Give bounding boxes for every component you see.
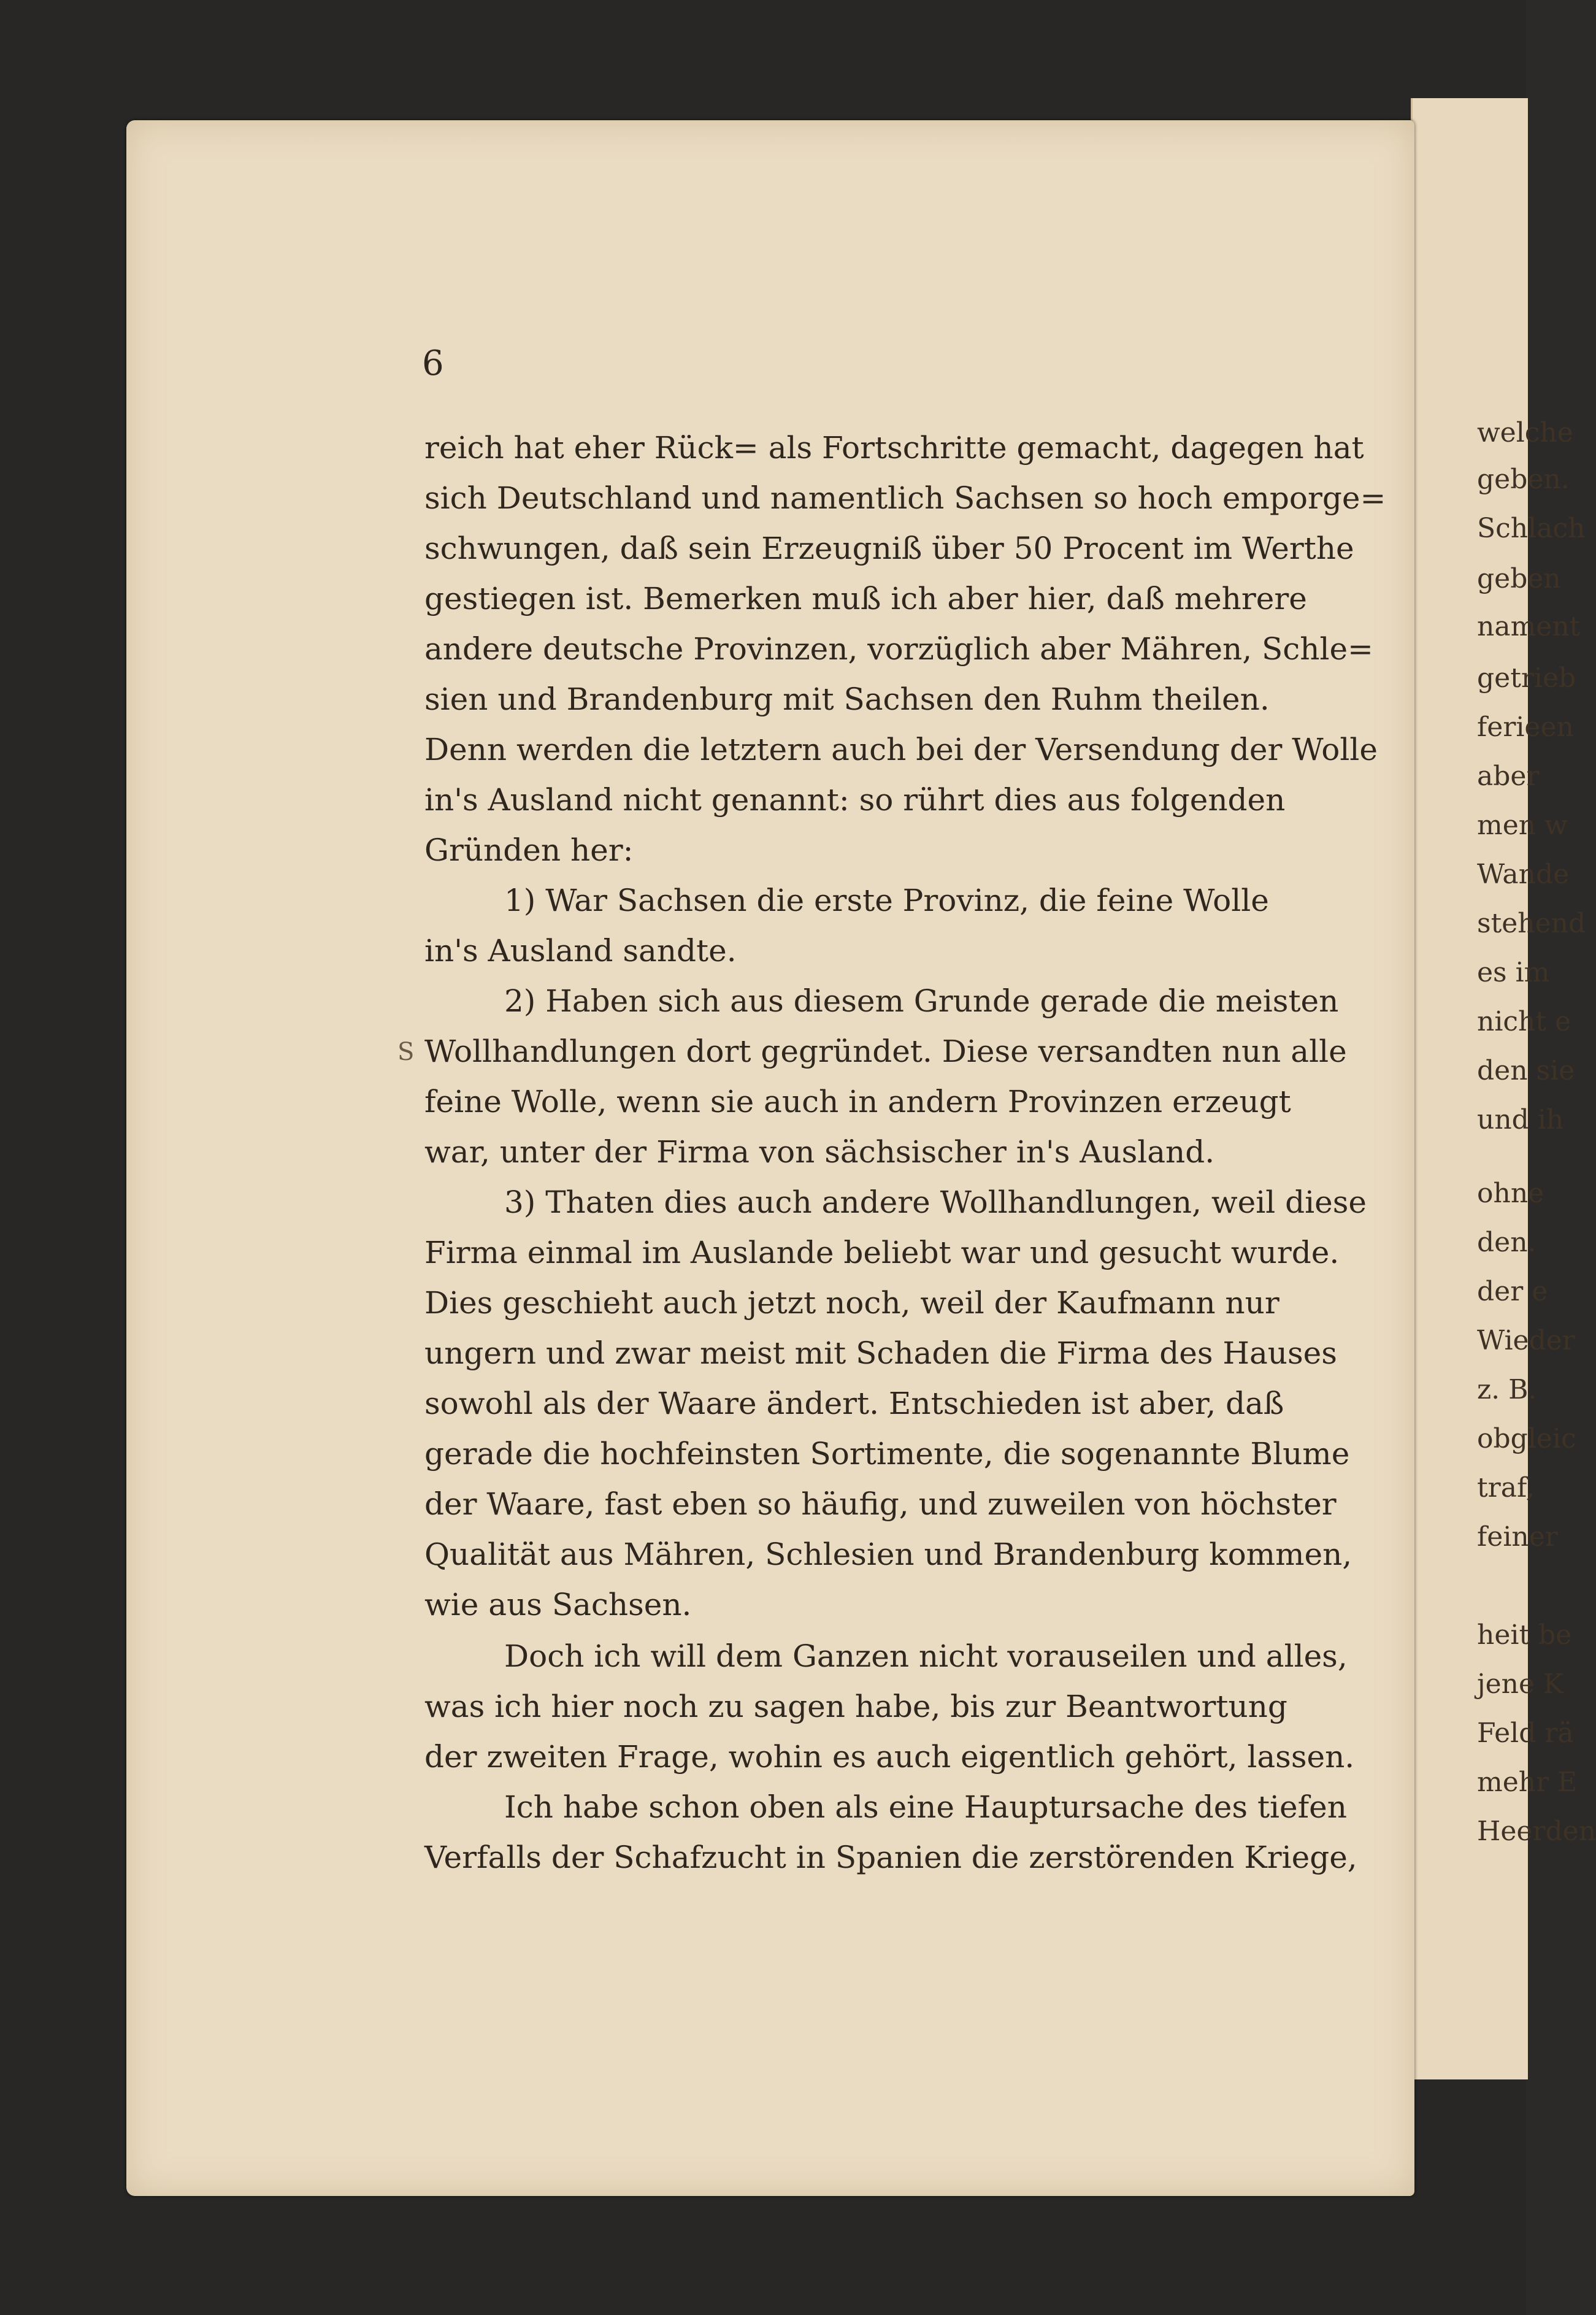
adjacent-page-fragment: welche [1477, 417, 1573, 448]
adjacent-page-fragment: den sie [1477, 1055, 1575, 1086]
text-line: Verfalls der Schafzucht in Spanien die zerstörenden Kriege, [424, 1840, 1357, 1875]
adjacent-page-fragment: den. [1477, 1227, 1537, 1258]
adjacent-page-fragment: aber [1477, 761, 1540, 792]
text-line: was ich hier noch zu sagen habe, bis zur Beantwortung [424, 1689, 1287, 1724]
margin-mark: S [397, 1038, 415, 1066]
text-line: Qualität aus Mähren, Schlesien und Brandenburg kommen, [424, 1537, 1352, 1572]
text-line: sich Deutschland und namentlich Sachsen so hoch emporge= [424, 480, 1386, 516]
text-line: schwungen, daß sein Erzeugniß über 50 Procent im Werthe [424, 531, 1354, 566]
text-line: Denn werden die letztern auch bei der Versendung der Wolle [424, 732, 1378, 767]
page-number: 6 [422, 344, 444, 383]
text-line: Dies geschieht auch jetzt noch, weil der Kaufmann nur [424, 1285, 1279, 1321]
text-line: sien und Brandenburg mit Sachsen den Ruhm theilen. [424, 681, 1270, 717]
adjacent-page-fragment: getrieb [1477, 662, 1576, 694]
adjacent-page-fragment: es im [1477, 957, 1550, 988]
text-line: gerade die hochfeinsten Sortimente, die sogenannte Blume [424, 1436, 1350, 1472]
adjacent-page-fragment: Feld rä [1477, 1718, 1574, 1749]
adjacent-page-fragment: heit be [1477, 1619, 1572, 1651]
adjacent-page-fragment: obgleic [1477, 1423, 1576, 1454]
text-line: 2) Haben sich aus diesem Grunde gerade die meisten [504, 983, 1339, 1019]
adjacent-page-fragment: stehend [1477, 908, 1586, 939]
text-line: Doch ich will dem Ganzen nicht vorauseilen und alles, [504, 1638, 1348, 1674]
text-line: reich hat eher Rück= als Fortschritte gemacht, dagegen hat [424, 430, 1364, 466]
text-line: wie aus Sachsen. [424, 1587, 692, 1622]
text-line: 3) Thaten dies auch andere Wollhandlungen, weil diese [504, 1184, 1367, 1220]
adjacent-page-fragment: traf, [1477, 1472, 1535, 1503]
adjacent-page-fragment: der e [1477, 1276, 1548, 1307]
adjacent-page-fragment: men w [1477, 810, 1568, 841]
text-line: gestiegen ist. Bemerken muß ich aber hier, daß mehrere [424, 581, 1307, 616]
adjacent-page-fragment: nament [1477, 611, 1581, 642]
adjacent-page-fragment: nicht e [1477, 1006, 1571, 1037]
text-line: ungern und zwar meist mit Schaden die Firma des Hauses [424, 1335, 1337, 1371]
text-line: der zweiten Frage, wohin es auch eigentlich gehört, lassen. [424, 1739, 1355, 1775]
adjacent-page-fragment: z. B. [1477, 1374, 1537, 1405]
adjacent-page-fragment: mehr E [1477, 1767, 1578, 1798]
text-line: sowohl als der Waare ändert. Entschieden ist aber, daß [424, 1386, 1284, 1421]
text-line: in's Ausland sandte. [424, 933, 737, 969]
text-line: Firma einmal im Auslande beliebt war und gesucht wurde. [424, 1235, 1340, 1270]
adjacent-page-fragment: Heerden [1477, 1816, 1596, 1847]
adjacent-page-fragment: ohne [1477, 1178, 1544, 1209]
adjacent-page-fragment: feiner [1477, 1521, 1558, 1553]
text-line: der Waare, fast eben so häufig, und zuweilen von höchster [424, 1486, 1337, 1522]
text-line: Gründen her: [424, 832, 634, 868]
adjacent-page-fragment: geben [1477, 563, 1561, 594]
adjacent-page-fragment: Wieder [1477, 1325, 1575, 1356]
text-line: Wollhandlungen dort gegründet. Diese versandten nun alle [424, 1034, 1347, 1069]
adjacent-page-fragment: Wande [1477, 859, 1570, 890]
adjacent-page-fragment: jene K [1477, 1668, 1563, 1700]
adjacent-page-fragment: geben. [1477, 464, 1570, 495]
text-line: 1) War Sachsen die erste Provinz, die feine Wolle [504, 883, 1269, 918]
adjacent-page-fragment: Schlach [1477, 513, 1586, 544]
text-line: war, unter der Firma von sächsischer in's Ausland. [424, 1134, 1215, 1170]
text-line: andere deutsche Provinzen, vorzüglich aber Mähren, Schle= [424, 631, 1373, 667]
adjacent-page-fragment: ferieen [1477, 712, 1574, 743]
text-line: in's Ausland nicht genannt: so rührt dies aus folgenden [424, 782, 1286, 818]
text-line: feine Wolle, wenn sie auch in andern Provinzen erzeugt [424, 1084, 1291, 1119]
text-line: Ich habe schon oben als eine Hauptursache des tiefen [504, 1789, 1347, 1825]
adjacent-page-fragment: und ih [1477, 1104, 1564, 1135]
